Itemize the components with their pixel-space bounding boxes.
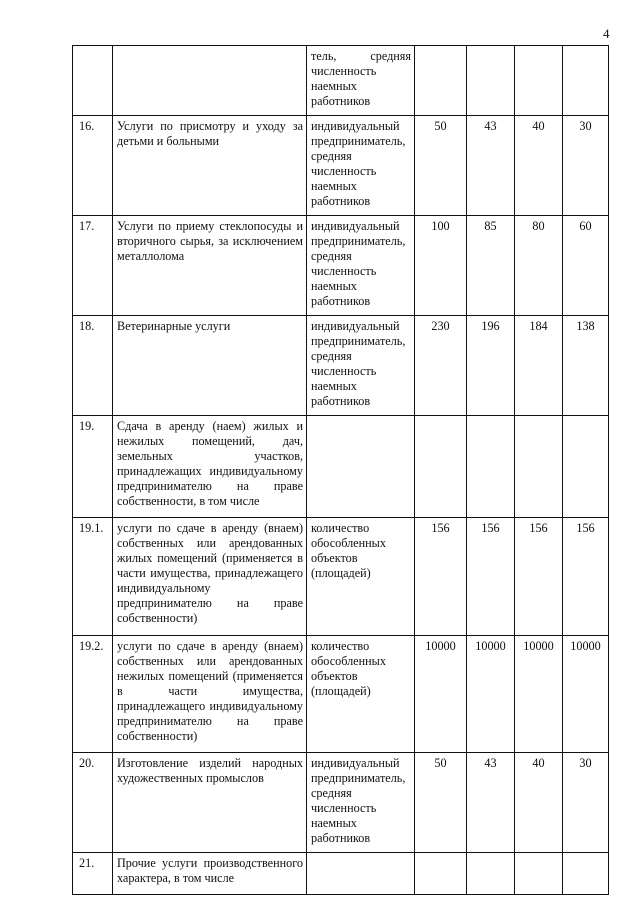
table-row (73, 46, 609, 116)
row-number: 21. (73, 853, 113, 895)
value-cell: 30 (563, 116, 609, 216)
service-name: Прочие услуги производственного характера, в том числе (113, 853, 307, 895)
value-cell: 156 (515, 518, 563, 636)
value-cell: 184 (515, 316, 563, 416)
unit-cell: индивидуальный предприниматель, средняя численность наемных работников (307, 316, 415, 416)
value-cell: 40 (515, 116, 563, 216)
unit-cell (307, 416, 415, 518)
table-row (73, 416, 609, 518)
table-row (73, 753, 609, 853)
value-cell: 10000 (563, 636, 609, 753)
row-number: 18. (73, 316, 113, 416)
table-row (73, 853, 609, 895)
value-cell (563, 416, 609, 518)
value-cell: 100 (415, 216, 467, 316)
value-cell: 60 (563, 216, 609, 316)
value-cell: 50 (415, 116, 467, 216)
service-name: Изготовление изделий народных художественных промыслов (113, 753, 307, 853)
value-cell: 10000 (515, 636, 563, 753)
unit-cell: количество обособленных объектов (площадей) (307, 518, 415, 636)
service-name: Услуги по присмотру и уходу за детьми и больными (113, 116, 307, 216)
services-table (72, 45, 609, 895)
row-number: 16. (73, 116, 113, 216)
row-number: 19.1. (73, 518, 113, 636)
unit-cell (307, 853, 415, 895)
service-name (113, 46, 307, 116)
service-name: Услуги по приему стеклопосуды и вторичного сырья, за исключением металлолома (113, 216, 307, 316)
value-cell: 85 (467, 216, 515, 316)
value-cell (515, 416, 563, 518)
value-cell (563, 46, 609, 116)
value-cell: 230 (415, 316, 467, 416)
value-cell: 156 (467, 518, 515, 636)
row-number: 19.2. (73, 636, 113, 753)
table-row (73, 216, 609, 316)
row-number (73, 46, 113, 116)
value-cell: 43 (467, 116, 515, 216)
value-cell: 156 (415, 518, 467, 636)
value-cell: 30 (563, 753, 609, 853)
service-name: услуги по сдаче в аренду (внаем) собственных или арендованных жилых помещений (применяется в части имущества, принадлежащего индивидуальному предпринимателю на праве собственности) (113, 518, 307, 636)
table-row (73, 518, 609, 636)
service-name: Ветеринарные услуги (113, 316, 307, 416)
page-number: 4 (603, 26, 610, 41)
value-cell (415, 416, 467, 518)
value-cell: 156 (563, 518, 609, 636)
value-cell (563, 853, 609, 895)
unit-cell: тель, средняя численность наемных работников (307, 46, 415, 116)
value-cell: 43 (467, 753, 515, 853)
value-cell (415, 46, 467, 116)
unit-cell: индивидуальный предприниматель, средняя численность наемных работников (307, 116, 415, 216)
value-cell: 50 (415, 753, 467, 853)
value-cell: 138 (563, 316, 609, 416)
value-cell: 40 (515, 753, 563, 853)
value-cell: 10000 (467, 636, 515, 753)
service-name: услуги по сдаче в аренду (внаем) собственных или арендованных нежилых помещений (применяется в части имущества, принадлежащего индивидуальному предпринимателю на праве собственности) (113, 636, 307, 753)
row-number: 19. (73, 416, 113, 518)
value-cell: 10000 (415, 636, 467, 753)
value-cell (415, 853, 467, 895)
row-number: 20. (73, 753, 113, 853)
value-cell (515, 853, 563, 895)
value-cell (467, 46, 515, 116)
value-cell (467, 853, 515, 895)
unit-cell: количество обособленных объектов (площадей) (307, 636, 415, 753)
service-name: Сдача в аренду (наем) жилых и нежилых помещений, дач, земельных участков, принадлежащих индивидуальному предпринимателю на праве собственности, в том числе (113, 416, 307, 518)
unit-cell: индивидуальный предприниматель, средняя численность наемных работников (307, 753, 415, 853)
value-cell: 196 (467, 316, 515, 416)
value-cell: 80 (515, 216, 563, 316)
unit-cell: индивидуальный предприниматель, средняя численность наемных работников (307, 216, 415, 316)
table-row (73, 316, 609, 416)
table-row (73, 116, 609, 216)
value-cell (515, 46, 563, 116)
table-row (73, 636, 609, 753)
row-number: 17. (73, 216, 113, 316)
value-cell (467, 416, 515, 518)
